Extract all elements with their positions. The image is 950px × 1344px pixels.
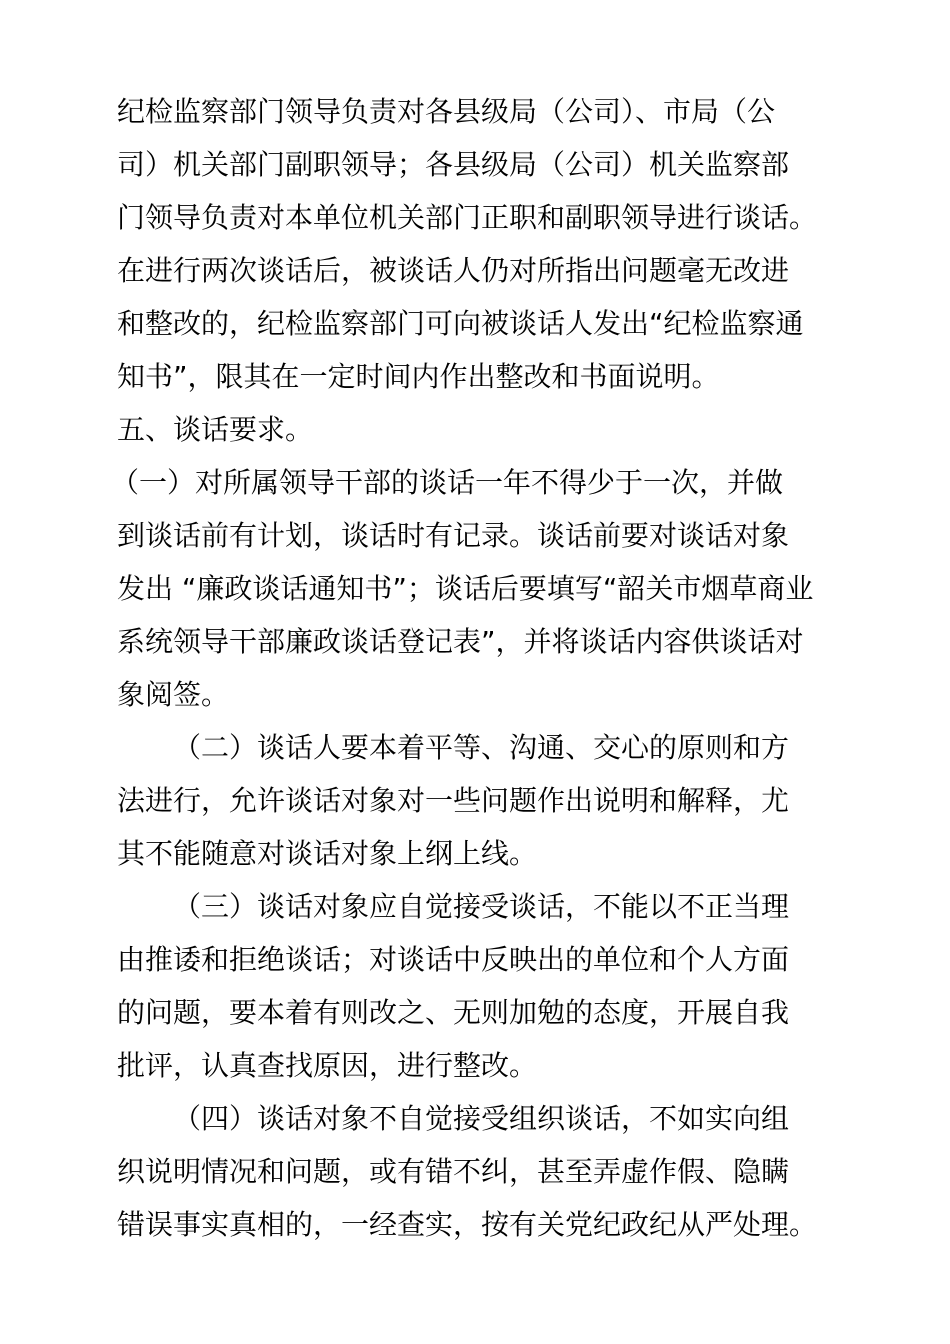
body-line: 错误事实真相的，一经查实，按有关党纪政纪从严处理。 bbox=[117, 1208, 818, 1241]
body-line: 的问题，要本着有则改之、无则加勉的态度，开展自我 bbox=[117, 996, 790, 1029]
body-line: 知书”，限其在一定时间内作出整改和书面说明。 bbox=[117, 360, 720, 393]
body-line: 和整改的，纪检监察部门可向被谈话人发出“纪检监察通 bbox=[117, 307, 804, 340]
item-4-first-line: （四）谈话对象不自觉接受组织谈话，不如实向组 bbox=[173, 1102, 790, 1135]
document-body bbox=[111, 85, 857, 1251]
body-line: 司）机关部门副职领导；各县级局（公司）机关监察部 bbox=[117, 148, 790, 181]
body-line: 织说明情况和问题，或有错不纠，甚至弄虚作假、隐瞒 bbox=[117, 1155, 790, 1188]
section-heading: 五、谈话要求。 bbox=[117, 413, 314, 446]
body-line: 到谈话前有计划，谈话时有记录。谈话前要对谈话对象 bbox=[117, 519, 790, 552]
body-line: 门领导负责对本单位机关部门正职和副职领导进行谈话。 bbox=[117, 201, 818, 234]
body-line: 批评，认真查找原因，进行整改。 bbox=[117, 1049, 538, 1082]
body-line: 发出 “廉政谈话通知书”；谈话后要填写“韶关市烟草商业 bbox=[117, 572, 814, 605]
body-line: 象阅签。 bbox=[117, 678, 230, 711]
body-line: 系统领导干部廉政谈话登记表”，并将谈话内容供谈话对 bbox=[117, 625, 804, 658]
body-line: 其不能随意对谈话对象上纲上线。 bbox=[117, 837, 538, 870]
body-line: 法进行，允许谈话对象对一些问题作出说明和解释，尤 bbox=[117, 784, 790, 817]
body-line: 由推诿和拒绝谈话；对谈话中反映出的单位和个人方面 bbox=[117, 943, 790, 976]
body-line: 纪检监察部门领导负责对各县级局（公司）、市局（公 bbox=[117, 95, 776, 128]
item-2-first-line: （二）谈话人要本着平等、沟通、交心的原则和方 bbox=[173, 731, 790, 764]
item-3-first-line: （三）谈话对象应自觉接受谈话，不能以不正当理 bbox=[173, 890, 790, 923]
item-1-first-line: （一）对所属领导干部的谈话一年不得少于一次，并做 bbox=[111, 466, 784, 499]
body-line: 在进行两次谈话后，被谈话人仍对所指出问题毫无改进 bbox=[117, 254, 790, 287]
